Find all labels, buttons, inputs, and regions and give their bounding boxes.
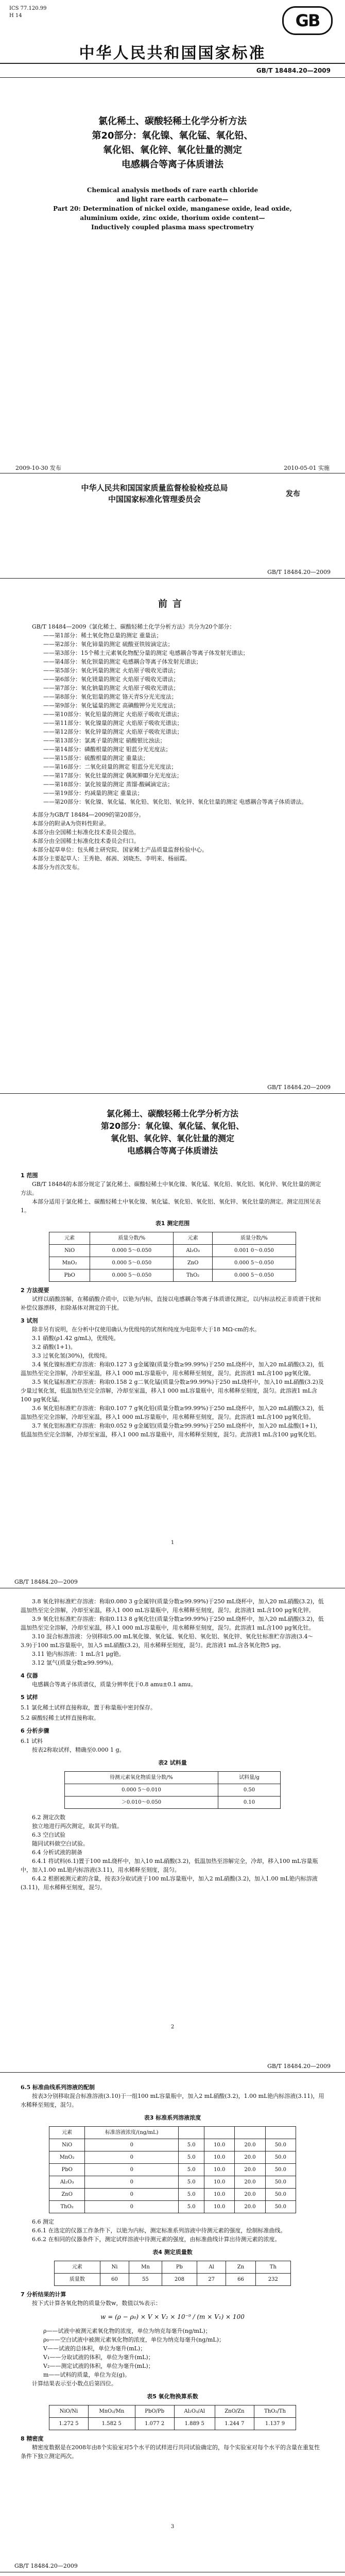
table-row	[49, 2139, 296, 2151]
table-cell: 1.137 9	[254, 2418, 296, 2430]
table-row	[49, 2418, 296, 2430]
title-line: 电感耦合等离子体质谱法	[127, 1146, 218, 1156]
title-line: 第20部分：氧化镍、氧化锰、氧化铅、	[100, 1121, 245, 1131]
reagent-item: 3.5 氧化锰标准贮存溶液：称取0.158 2 g二氧化锰(质量分数≥99.99%)于250 mL烧杯中，加入10 mL硝酸(3.2)及少量过氧化氢，低温加热至完全溶解，冷却至室温，移入1 000 mL容量瓶中，用水稀释至刻度，混匀。此溶液1 mL含100 μg氧化锰。	[21, 1379, 324, 1403]
title-line: aluminium oxide, zinc oxide, thorium oxide content—	[80, 214, 265, 222]
classification-codes	[9, 5, 47, 20]
ics-code: ICS 77.120.99	[9, 6, 47, 11]
part-list-item: ——第12部分：氧化锌量的测定 火焰原子吸收光谱法；	[43, 728, 183, 735]
table-row	[49, 1245, 296, 1257]
table-cell: ＞0.010～0.050	[65, 1797, 218, 1809]
main-page-3	[0, 2056, 345, 2535]
paragraph: 除非另有说明，在分析中仅使用确认为优级纯的试剂和纯度为电阻率大于18 MΩ·cm的水。	[32, 1326, 260, 1333]
table-header-cell: 质量分数/%	[212, 1232, 296, 1245]
paragraph: 本部分为GB/T 18484—2009的第20部分。	[32, 811, 145, 818]
paragraph: 本部分主要起草人：王秀艳、郝茜、刘晓杰、李明来、杨丽霞。	[32, 855, 191, 862]
reagent-item: 3.7 氧化铝标准贮存溶液：称取0.052 9 g金属铝(质量分数≥99.99%)于250 mL烧杯中，加入20 mL盐酸(1+1)，低温加热至完全溶解，冷却至室温，移入1 000 mL容量瓶中，用水稀释至刻度，混匀。此溶液1 mL含100 μg氧化铝。	[21, 1422, 321, 1438]
table-cell: 0.50	[218, 1784, 281, 1797]
page-number: 3	[170, 2524, 175, 2530]
table-cell: 50.0	[265, 2189, 296, 2201]
paragraph: 本部分起草单位：包头稀土研究院、国家稀土产品质量监督检验中心。	[32, 846, 208, 853]
page-header-number: GB/T 18484.20—2009	[267, 2063, 331, 2070]
main-title	[0, 1108, 345, 1157]
table-cell: NiO	[49, 2139, 85, 2151]
section-heading: 4 仪器	[21, 1672, 38, 1679]
issuer-line: 中华人民共和国国家质量监督检验检疫总局	[81, 483, 228, 493]
table-row	[49, 1257, 296, 1269]
paragraph: 5.1 氯化稀土试样直接称取，置于称量瓶中密封保存。	[21, 1704, 156, 1711]
reagent-list	[21, 1334, 324, 1439]
part-list-item: ——第4部分：氧化钡量的测定 电感耦合等离子体发射光谱法；	[43, 658, 202, 665]
table-cell: PbO	[49, 1269, 90, 1282]
page-number: 2	[170, 2024, 175, 2030]
table-cell: 10.0	[204, 2189, 235, 2201]
issue-date: 2009-10-30 发布	[15, 465, 61, 471]
procedure-item: 6.6.1 在选定的仪器工作条件下，以铯为内标，测定标准系列溶液中待测元素的强度，绘制标准曲线。	[32, 2227, 286, 2234]
table-cell: 0.000 5～0.050	[212, 1269, 296, 1282]
title-line: 第20部分：氧化镍、氧化锰、氧化铅、	[92, 130, 253, 141]
foreword-paragraphs	[21, 810, 324, 872]
title-line: 氧化铝、氧化锌、氧化钍量的测定	[103, 145, 242, 156]
table-header-cell: Al₂O₃/Al	[174, 2405, 215, 2418]
table-header-cell: NiO/Ni	[49, 2405, 89, 2418]
table-cell: 0	[85, 2176, 179, 2189]
table-cell: 20.0	[235, 2176, 265, 2189]
gb-logo-icon: GB	[282, 6, 333, 35]
part-list-item: ——第3部分：15个稀土元素氧化物配分量的测定 电感耦合等离子体发射光谱法；	[43, 650, 249, 656]
cover-english-title	[0, 185, 345, 232]
reagent-list	[21, 1597, 324, 1667]
standard-series-table	[49, 2126, 296, 2213]
procedure-item: 6.3 空白试验	[32, 1832, 65, 1838]
table-header-row	[55, 2261, 291, 2274]
issuer-line: 中国国家标准化管理委员会	[108, 495, 201, 504]
table-header-row	[49, 1232, 296, 1245]
table-cell: 0.000 5～0.010	[65, 1784, 218, 1797]
section-heading: 3 试剂	[21, 1317, 38, 1324]
title-line: 氯化稀土、碳酸轻稀土化学分析方法	[106, 1109, 238, 1118]
table-row	[49, 2176, 296, 2189]
issuer-block	[10, 482, 299, 505]
divider	[0, 77, 345, 78]
table-header-cell	[179, 2127, 204, 2139]
paragraph: 本部分适用于氯化稀土、碳酸轻稀土中氧化镍、氧化锰、氧化铅、氧化铝、氧化锌、氧化钍量的测定。测定范围见表1。	[21, 1198, 321, 1214]
table-header-cell: ZnO/Zn	[215, 2405, 254, 2418]
paragraph: 6.5 标准曲线系列溶液的配制	[21, 2084, 95, 2091]
part-list-item: ——第8部分：氧化铝量的测定 铬天青S分光光度法；	[43, 693, 178, 700]
part-list-item: ——第6部分：氧化镁量的测定 火焰原子吸收光谱法；	[43, 676, 179, 683]
table-title: 表5 氧化物换算系数	[147, 2393, 198, 2400]
formula-definition: ρ——试液中被测元素氧化物的浓度，单位为纳克每毫升(ng/mL)；	[43, 2328, 211, 2334]
table-cell: 50.0	[265, 2201, 296, 2213]
reagent-item: 3.11 铯内标溶液：1 mL含1 μg铯。	[32, 1651, 125, 1657]
table-header-cell: Zn	[226, 2261, 255, 2274]
table-cell: 0.000 5～0.050	[90, 1245, 174, 1257]
formula-definition: V——试液的总体积，单位为毫升(mL)；	[43, 2345, 146, 2352]
table-cell: 5.0	[179, 2151, 204, 2164]
paragraph: 本部分为首次发布。	[32, 864, 83, 871]
standard-number: GB/T 18484.20—2009	[256, 67, 331, 74]
table-title: 表2 试料量	[158, 1759, 187, 1766]
table-cell: 60	[100, 2274, 129, 2286]
procedure-item: 随同试料做空白试验。	[32, 1840, 89, 1847]
table-header-cell: 元素	[174, 1232, 212, 1245]
title-line: Inductively coupled plasma mass spectrometry	[91, 224, 254, 231]
paragraph: 电感耦合等离子体质谱仪，质量分辨率优于0.8 amu±0.1 amu。	[32, 1681, 197, 1688]
divider	[0, 2072, 345, 2073]
ccs-code: H 14	[9, 13, 22, 19]
reagent-item: 3.8 氧化锌标准贮存溶液：称取0.080 3 g金属锌(质量分数≥99.99%)于250 mL烧杯中，加入20 mL硝酸(3.2)，低温加热至完全溶解，冷却至室温，移入1 000 mL容量瓶中，用水稀释至刻度，混匀。此溶液1 mL含100 μg氧化锌。	[21, 1598, 324, 1614]
section-heading: 1 范围	[21, 1172, 38, 1179]
title-line: 氧化铝、氧化锌、氧化钍量的测定	[110, 1133, 234, 1143]
table-row	[49, 2151, 296, 2164]
part-list-item: ——第20部分：氧化镍、氧化锰、氧化铅、氧化铝、氧化锌、氧化钍量的测定 电感耦合等离子体质谱法。	[43, 799, 307, 805]
title-line: Part 20: Determination of nickel oxide, manganese oxide, lead oxide,	[53, 205, 292, 212]
sample-mass-table	[64, 1771, 281, 1809]
table-header-cell	[235, 2127, 265, 2139]
table-row	[49, 2189, 296, 2201]
table-cell: 0.10	[218, 1797, 281, 1809]
divider	[0, 578, 345, 579]
table-row	[49, 2201, 296, 2213]
paragraph: GB/T 18484的本部分规定了氯化稀土、碳酸轻稀土中氧化镍、氧化锰、氧化铅、氧化铝、氧化锌、氧化钍量的测定方法。	[21, 1181, 321, 1196]
paragraph: 本部分由全国稀土标准化技术委员会归口。	[32, 838, 140, 844]
table-cell: 5.0	[179, 2176, 204, 2189]
table-cell: 质量数	[55, 2274, 100, 2286]
title-line: 氯化稀土、碳酸轻稀土化学分析方法	[98, 116, 247, 127]
page-header-number: GB/T 18484.20—2009	[14, 2563, 78, 2569]
foreword-title: 前言	[158, 599, 187, 609]
table-cell: 55	[129, 2274, 162, 2286]
reagent-item: 3.1 硝酸(ρ1.42 g/mL)，优级纯。	[32, 1335, 119, 1342]
table-cell: ThO₂	[174, 1269, 212, 1282]
calculation-formula: w = (ρ − ρ₀) × V × V₂ × 10⁻⁹ / (m × V₁) × 100	[100, 2313, 245, 2320]
paragraph: 按表3分别移取混合标准溶液(3.10)于一组100 mL容量瓶中，加入2 mL硝酸(3.2)，1.00 mL铯内标溶液(3.11)，用水稀释至刻度，混匀。	[21, 2093, 324, 2108]
table-cell: 0.000 5～0.050	[90, 1269, 174, 1282]
parts-list	[21, 631, 324, 806]
table-cell: 5.0	[179, 2201, 204, 2213]
paragraph: 本部分由全国稀土标准化技术委员会提出。	[32, 829, 140, 836]
table-header-cell: 元素	[49, 2127, 85, 2139]
table-cell: 1.244 7	[215, 2418, 254, 2430]
main-body-1	[21, 1167, 324, 1439]
table-header-cell: ThO₂/Th	[254, 2405, 296, 2418]
conversion-factor-table	[49, 2405, 296, 2430]
table-cell: 10.0	[204, 2201, 235, 2213]
table-header-cell: Pb	[162, 2261, 197, 2274]
foreword-intro: GB/T 18484—2009《氯化稀土、碳酸轻稀土化学分析方法》共分为20个部分：	[32, 623, 235, 630]
main-body-2	[21, 1597, 324, 1892]
table-cell: 20.0	[235, 2201, 265, 2213]
table-header-cell: Th	[255, 2261, 290, 2274]
part-list-item: ——第16部分：二氧化硅量的测定 钼蓝分光光度法；	[43, 764, 177, 770]
procedure-list	[21, 2217, 324, 2244]
paragraph: 6.1 试料	[21, 1738, 43, 1744]
reagent-item: 3.12 氩气(质量分数≥99.99%)。	[32, 1659, 117, 1666]
section-heading: 5 试样	[21, 1694, 38, 1701]
part-list-item: ——第15部分：硫酸根量的测定 重量法；	[43, 755, 149, 761]
part-list-item: ——第2部分：氧化铈量的测定 硫酸亚铁铵滴定法；	[43, 641, 174, 648]
formula-definitions	[21, 2327, 324, 2379]
table-cell: 50.0	[265, 2164, 296, 2176]
table-cell: 5.0	[179, 2164, 204, 2176]
procedure-item: 6.4.2 根据被测元素的含量，按表3分取试液于100 mL容量瓶中，加入2 mL硝酸(3.2)，加入1.00 mL铯内标溶液(3.11)，用水稀释至刻度，混匀。	[21, 1875, 318, 1891]
table-cell: 0	[85, 2201, 179, 2213]
procedure-item: 独立地进行两次测定，取其平均值。	[32, 1823, 123, 1829]
table-cell: 50.0	[265, 2176, 296, 2189]
table-title: 表3 标准系列溶液浓度	[144, 2114, 201, 2121]
table-cell: 232	[255, 2274, 290, 2286]
table-cell: 208	[162, 2274, 197, 2286]
table-row	[49, 2164, 296, 2176]
table-cell: 20.0	[235, 2139, 265, 2151]
part-list-item: ——第10部分：氧化铅量的测定 火焰原子吸收光谱法；	[43, 711, 183, 718]
section-heading: 6 分析步骤	[21, 1727, 49, 1734]
main-page-2	[0, 1571, 345, 2035]
table-row	[55, 2274, 291, 2286]
title-line: 电感耦合等离子体质谱法	[122, 159, 223, 170]
range-table	[49, 1232, 296, 1282]
paragraph: 精密度数据是在2008年由8个实验室对5个水平的试样进行共同试验确定的，每个实验室对每个水平的含量在重复性条件下独立测定两次。	[21, 2444, 320, 2460]
part-list-item: ——第7部分：氧化钠量的测定 火焰原子吸收光谱法；	[43, 685, 179, 691]
reagent-item: 3.9 氧化钍标准贮存溶液：称取0.113 8 g氧化钍(质量分数≥99.99%)于250 mL烧杯中，加入20 mL硝酸(3.2)，低温加热至完全溶解，冷却至室温，移入1 000 mL容量瓶中，用水稀释至刻度，混匀。此溶液1 mL含100 μg氧化钍。	[21, 1616, 324, 1631]
table-cell: PbO	[49, 2164, 85, 2176]
cover-page	[0, 0, 345, 538]
table-header-cell: 待测元素氧化物质量分数/%	[65, 1772, 218, 1784]
formula-definition: m——试料的质量，单位为克(g)。	[43, 2371, 131, 2378]
main-body-3	[21, 2081, 324, 2461]
page-header-number: GB/T 18484.20—2009	[267, 1084, 331, 1091]
main-page-1	[0, 1077, 345, 1551]
section-heading: 7 分析结果的计算	[21, 2291, 66, 2298]
table-cell: 1.582 5	[88, 2418, 135, 2430]
table-cell: 5.0	[179, 2189, 204, 2201]
table-cell: 1.272 5	[49, 2418, 89, 2430]
table-header-cell: Ni	[100, 2261, 129, 2274]
table-header-cell: 试料量/g	[218, 1772, 281, 1784]
page-header-number: GB/T 18484.20—2009	[14, 1579, 78, 1585]
paragraph: 5.2 碳酸轻稀土试样直接称取。	[21, 1715, 99, 1721]
table-cell: 20.0	[235, 2189, 265, 2201]
table-header-row	[65, 1772, 281, 1784]
table-header-cell: 元素	[55, 2261, 100, 2274]
table-cell: NiO	[49, 1245, 90, 1257]
paragraph: 按下式计算各氧化物的质量分数w，数值以%表示：	[32, 2300, 161, 2307]
table-header-cell: 元素	[49, 1232, 90, 1245]
table-row	[65, 1797, 281, 1809]
table-row	[49, 1269, 296, 1282]
foreword-body	[21, 622, 324, 872]
divider	[0, 63, 345, 64]
procedure-item: 6.4.1 将试料(6.1)置于100 mL烧杯中，加入10 mL硝酸(3.2)，低温加热至溶解完全，冷却，移入100 mL容量瓶中，加入1.00 mL铯内标溶液(3.11)，用水稀释至刻度，混匀。	[21, 1858, 318, 1873]
title-line: and light rare earth carbonate—	[116, 196, 229, 203]
table-cell: 0.001 0～0.050	[212, 1245, 296, 1257]
table-cell: 27	[197, 2274, 226, 2286]
issuer-suffix: 发布	[286, 490, 300, 498]
part-list-item: ——第5部分：氧化钙量的测定 火焰原子吸收光谱法；	[43, 667, 179, 674]
reagent-item: 3.2 硝酸(1+1)。	[32, 1344, 76, 1350]
section-heading: 2 方法提要	[21, 1287, 49, 1294]
part-list-item: ——第1部分：稀土氧化物总量的测定 重量法；	[43, 632, 162, 639]
table-cell: 0	[85, 2151, 179, 2164]
table-header-cell: 标准溶液浓度/(ng/mL)	[85, 2127, 179, 2139]
table-cell: 10.0	[204, 2164, 235, 2176]
part-list-item: ——第19部分：灼减量的测定 重量法；	[43, 790, 143, 796]
procedure-item: 6.4 分析试液的制备	[32, 1849, 82, 1856]
part-list-item: ——第18部分：氯化铵量的测定 蒸馏-酸碱滴定法；	[43, 781, 174, 788]
table-cell: 0	[85, 2164, 179, 2176]
cover-chinese-title	[0, 114, 345, 172]
mass-number-table	[54, 2261, 291, 2286]
part-list-item: ——第17部分：氧化钍量的测定 偶氮胂Ⅲ分光光度法；	[43, 772, 183, 779]
table-cell: ZnO	[174, 1257, 212, 1269]
page-header-number: GB/T 18484.20—2009	[267, 569, 331, 575]
table-cell: 0.000 5～0.050	[212, 1257, 296, 1269]
table-cell: 0	[85, 2139, 179, 2151]
procedure-list	[21, 1813, 324, 1892]
table-cell: 0	[85, 2189, 179, 2201]
table-header-cell: 质量分数/%	[90, 1232, 174, 1245]
main-page-4	[0, 2555, 345, 2576]
table-title: 表4 测定质量数	[152, 2249, 193, 2256]
paragraph: 本部分的附录A为资料性附录。	[32, 820, 110, 827]
reagent-item: 3.10 混合标准溶液：分别移取5.00 mL氧化镍、氧化锰、氧化铅、氧化铝、氧化锌、氧化钍标准贮存溶液(3.4～3.9)于100 mL容量瓶中，加入5 mL硝酸(3.2)，用水稀释至刻度，混匀。此溶液1 mL含各氧化物5 μg。	[21, 1633, 314, 1649]
table-cell: 1.077 2	[135, 2418, 174, 2430]
table-cell: 10.0	[204, 2176, 235, 2189]
table-cell: 50.0	[265, 2139, 296, 2151]
table-cell: 10.0	[204, 2139, 235, 2151]
table-header-row	[49, 2127, 296, 2139]
procedure-item: 6.2 测定次数	[32, 1814, 65, 1821]
table-cell: 1.889 5	[174, 2418, 215, 2430]
table-header-cell: Al	[197, 2261, 226, 2274]
procedure-item: 6.6.2 在相同的仪器条件下，测定试样溶液中待测元素的强度，由标准曲线计算出待测元素的浓度。	[32, 2236, 281, 2243]
table-cell: MnO₂	[49, 2151, 85, 2164]
page-number: 1	[170, 1540, 175, 1546]
table-cell: 20.0	[235, 2151, 265, 2164]
reagent-item: 3.4 氧化镍标准贮存溶液：称取0.127 3 g金属镍(质量分数≥99.99%)于250 mL烧杯中，加入20 mL硝酸(3.2)，低温加热至完全溶解，冷却至室温，移入1 000 mL容量瓶中，用水稀释至刻度，混匀。此溶液1 mL含100 μg氧化镍。	[21, 1361, 324, 1377]
table-cell: 50.0	[265, 2151, 296, 2164]
table-header-cell	[265, 2127, 296, 2139]
table-cell: 20.0	[235, 2164, 265, 2176]
national-standard-title: 中华人民共和国国家标准	[79, 44, 266, 62]
table-cell: Al₂O₃	[174, 1245, 212, 1257]
table-cell: ThO₂	[49, 2201, 85, 2213]
reagent-item: 3.6 氧化铅标准贮存溶液：称取0.107 7 g氧化铅(质量分数≥99.99%)于250 mL烧杯中，加入20 mL硝酸(3.2)，低温加热至完全溶解，冷却至室温，移入1 000 mL容量瓶中，用水稀释至刻度，混匀。此溶液1 mL含100 μg氧化铅。	[21, 1405, 324, 1420]
divider	[0, 1093, 345, 1094]
table-header-cell: PbO/Pb	[135, 2405, 174, 2418]
table-cell: ZnO	[49, 2189, 85, 2201]
part-list-item: ——第9部分：氧化锰量的测定 高碘酸钾分光光度法；	[43, 702, 179, 709]
table-title: 表1 测定范围	[155, 1220, 190, 1227]
section-heading: 8 精密度	[21, 2435, 44, 2442]
part-list-item: ——第14部分：磷酸根量的测定 钼蓝分光光度法；	[43, 746, 171, 753]
procedure-item: 6.6 测定	[32, 2218, 54, 2225]
reagent-item: 3.3 过氧化氢(30%)，优级纯。	[32, 1352, 111, 1359]
table-row	[65, 1784, 281, 1797]
implementation-date: 2010-05-01 实施	[284, 465, 330, 471]
table-cell: Al₂O₃	[49, 2176, 85, 2189]
formula-definition: V₂——测定试液的体积，单位为毫升(mL)；	[43, 2363, 154, 2369]
paragraph: 按表2称取试样，精确至0.000 1 g。	[32, 1747, 125, 1753]
paragraph: 计算结果表示至小数点后第四位。	[32, 2380, 117, 2387]
table-header-row	[49, 2405, 296, 2418]
part-list-item: ——第11部分：氧化镍量的测定 火焰原子吸收光谱法；	[43, 720, 183, 726]
table-header-cell: Mn	[129, 2261, 162, 2274]
part-list-item: ——第13部分：氯离子量的测定 硝酸银比浊法；	[43, 737, 166, 744]
table-cell: 0.000 5～0.050	[90, 1257, 174, 1269]
formula-definition: V₁——分取试液的体积，单位为毫升(mL)；	[43, 2354, 154, 2361]
table-cell: MnO₂	[49, 1257, 90, 1269]
title-line: Chemical analysis methods of rare earth chloride	[87, 187, 258, 194]
table-cell: 10.0	[204, 2151, 235, 2164]
formula-definition: ρ₀——空白试液中被测元素氧化物的浓度，单位为纳克每毫升(ng/mL)；	[43, 2336, 225, 2343]
table-cell: 66	[226, 2274, 255, 2286]
foreword-page	[0, 562, 345, 1056]
paragraph: 试样以硝酸溶解，在稀硝酸介质中，以铯为内标，直接以电感耦合等离子体质谱仪测定，以内标法校正非质谱干扰和补偿仪器漂移，扣除基体对测定的干扰。	[21, 1296, 321, 1311]
table-cell: 5.0	[179, 2139, 204, 2151]
table-header-cell: MnO₂/Mn	[88, 2405, 135, 2418]
table-header-cell	[204, 2127, 235, 2139]
